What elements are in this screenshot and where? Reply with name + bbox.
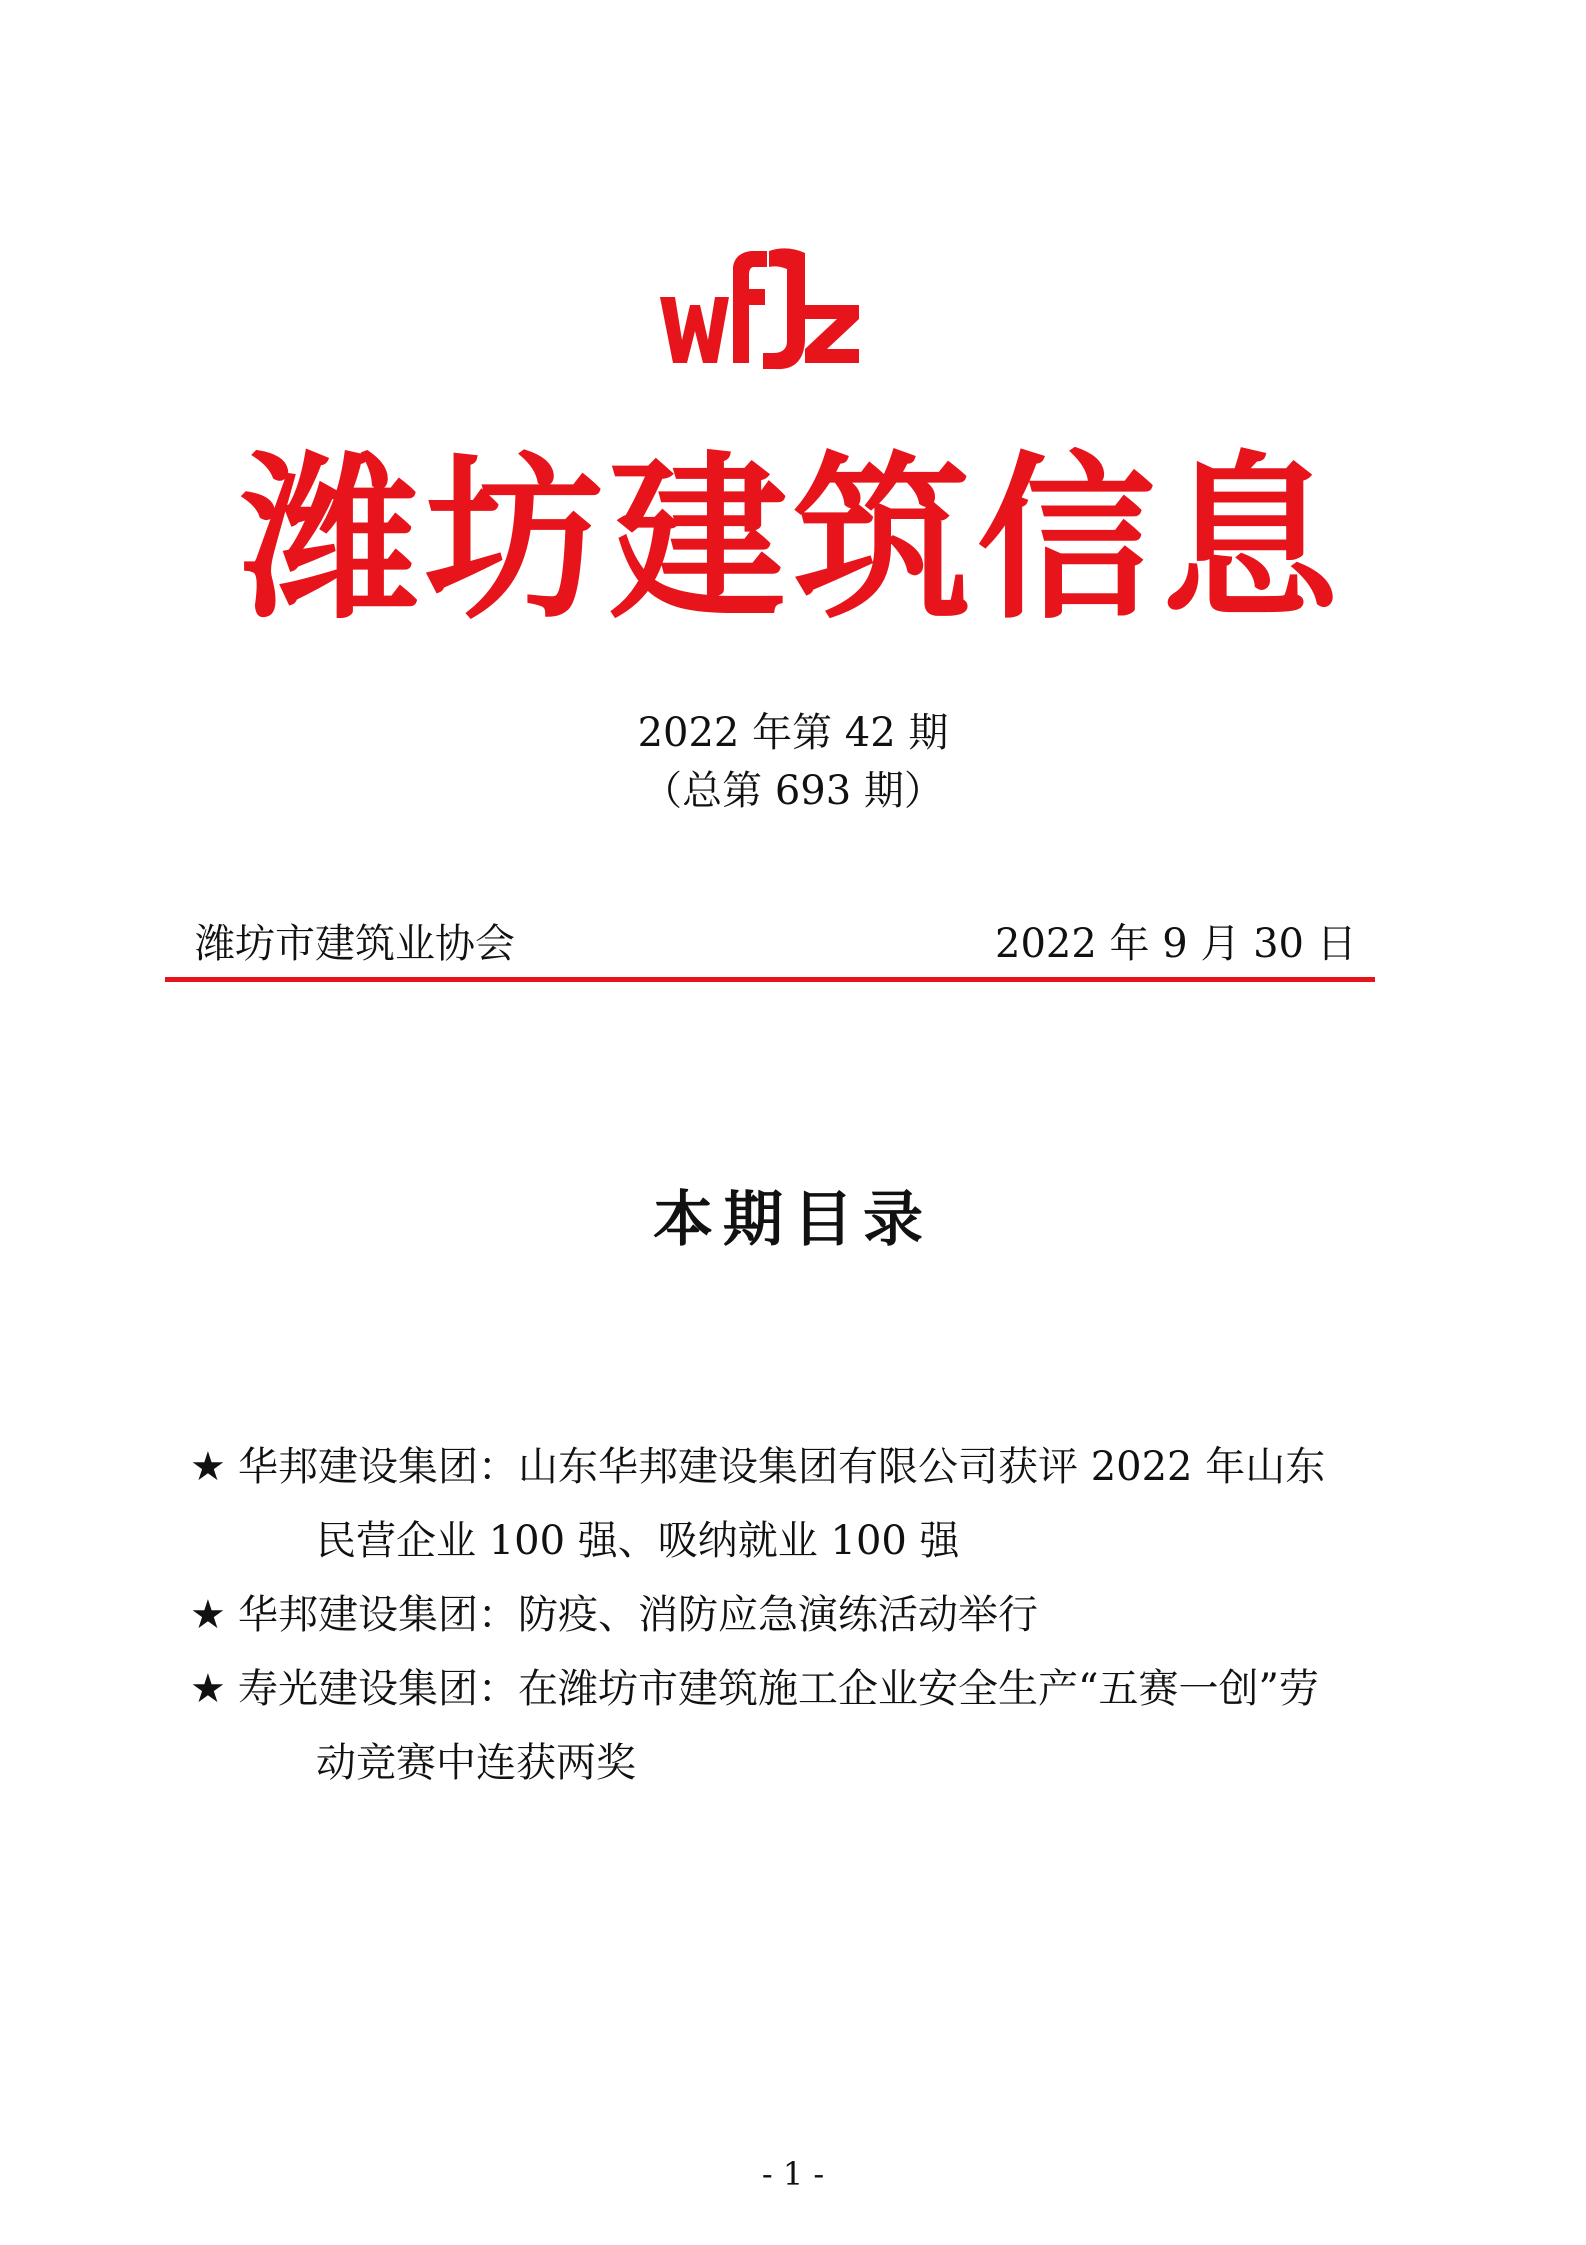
toc-item-text: 华邦建设集团：防疫、消防应急演练活动举行 <box>238 1592 1038 1638</box>
publisher-name: 潍坊市建筑业协会 <box>195 921 515 967</box>
masthead-title: 潍坊建筑信息 <box>241 436 1345 643</box>
toc-item[interactable] <box>190 1652 1410 1800</box>
toc-item[interactable] <box>190 1430 1410 1578</box>
star-icon: ★ <box>190 1666 226 1712</box>
toc-item-text: 寿光建设集团：在潍坊市建筑施工企业安全生产“五赛一创”劳 <box>238 1666 1319 1712</box>
issue-total-line: （总第 693 期） <box>642 768 944 814</box>
toc-item-text: 华邦建设集团：山东华邦建设集团有限公司获评 2022 年山东 <box>238 1444 1326 1490</box>
toc-title: 本期目录 <box>653 1185 933 1255</box>
toc-item[interactable] <box>190 1578 1410 1652</box>
red-divider <box>165 977 1375 982</box>
publish-date: 2022 年 9 月 30 日 <box>995 921 1357 967</box>
wfjz-logo <box>655 245 865 385</box>
page-number: - 1 - <box>761 2155 825 2193</box>
toc-item-text-continued: 动竞赛中连获两奖 <box>316 1740 636 1786</box>
table-of-contents <box>190 1430 1410 1800</box>
toc-item-text-continued: 民营企业 100 强、吸纳就业 100 强 <box>316 1518 960 1564</box>
star-icon: ★ <box>190 1444 226 1490</box>
issue-line: 2022 年第 42 期 <box>637 710 949 756</box>
star-icon: ★ <box>190 1592 226 1638</box>
issue-number <box>0 704 1586 820</box>
